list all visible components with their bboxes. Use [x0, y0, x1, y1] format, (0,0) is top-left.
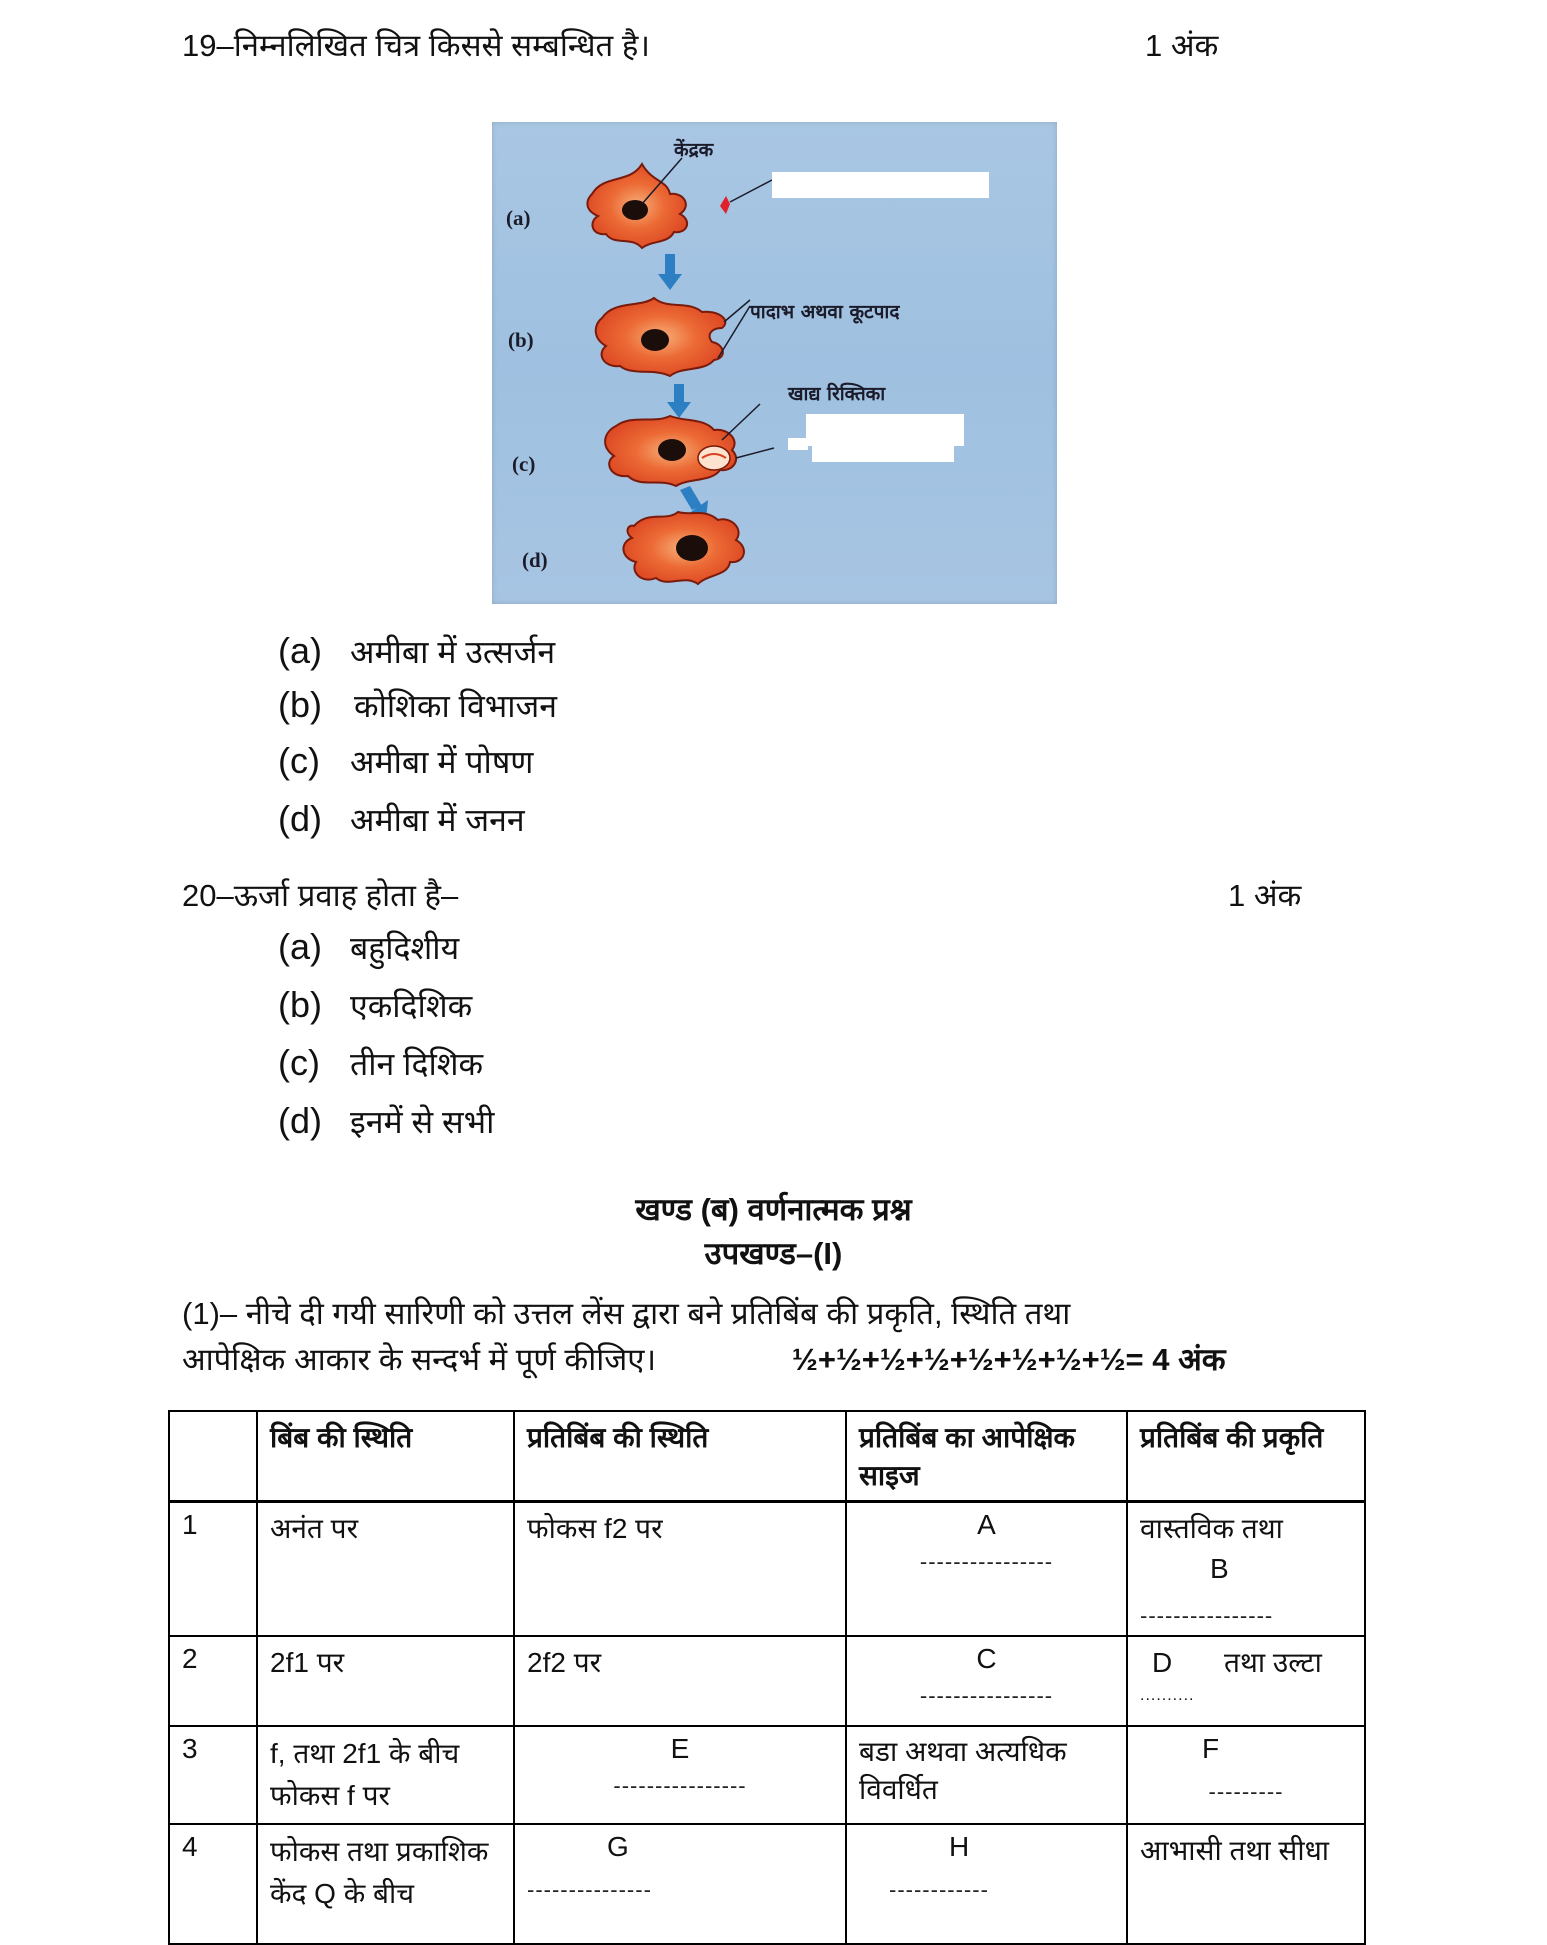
row-number: 2: [169, 1636, 257, 1726]
option-text: बहुदिशीय: [350, 930, 460, 966]
header-image-position: प्रतिबिंब की स्थिति: [514, 1411, 846, 1502]
option-text: अमीबा में जनन: [350, 802, 525, 838]
image-position-cell[interactable]: [514, 1824, 846, 1944]
question-19-text: 19–निम्नलिखित चित्र किससे सम्बन्धित है।: [182, 28, 651, 63]
blank-C: C: [976, 1643, 997, 1674]
table-row: [169, 1726, 1365, 1824]
question-b1-line2: आपेक्षिक आकार के सन्दर्भ में पूर्ण कीजिए।: [182, 1342, 657, 1377]
table-header-row: [169, 1411, 1365, 1502]
marks-value: ½+½+½+½+½+½+½+½= 4 अंक: [792, 1342, 1226, 1377]
blank-D: D: [1152, 1647, 1173, 1678]
fill-dots[interactable]: ..........: [1140, 1687, 1195, 1704]
option-label: (a): [278, 630, 322, 671]
image-size: बडा अथवा अत्यधिक विवर्धित: [846, 1726, 1127, 1824]
blank-A: A: [977, 1509, 996, 1540]
header-image-nature: प्रतिबिंब की प्रकृति: [1127, 1411, 1365, 1502]
object-position: अनंत पर: [257, 1502, 514, 1637]
section-subtitle: उपखण्ड–(I): [704, 1236, 843, 1271]
fill-line[interactable]: ----------------: [919, 1683, 1054, 1708]
nature-text: वास्तविक तथा: [1140, 1513, 1283, 1544]
fill-line[interactable]: ----------------: [613, 1773, 747, 1798]
fill-line[interactable]: ---------: [1208, 1779, 1284, 1804]
pseudopodia-label: पादाभ अथवा कूटपाद: [750, 301, 900, 323]
masked-label-box: [806, 414, 964, 446]
nucleus-label: केंद्रक: [674, 139, 714, 161]
masked-label-box: [772, 172, 989, 198]
header-serial: [169, 1411, 257, 1502]
blank-E: E: [670, 1733, 690, 1764]
option-label: (d): [278, 798, 322, 839]
table-row: [169, 1636, 1365, 1726]
option-text: कोशिका विभाजन: [354, 688, 558, 724]
image-size-cell[interactable]: [846, 1636, 1127, 1726]
image-position-cell[interactable]: [514, 1726, 846, 1824]
option-label: (d): [278, 1100, 322, 1141]
blank-F: F: [1202, 1733, 1220, 1764]
nature-text: तथा उल्टा: [1224, 1647, 1322, 1678]
blank-B: B: [1210, 1553, 1229, 1584]
image-size-cell[interactable]: [846, 1824, 1127, 1944]
option-label: (c): [278, 1042, 320, 1083]
fill-line[interactable]: ----------------: [919, 1549, 1054, 1574]
object-position: फोकस तथा प्रकाशिक केंद Q के बीच: [257, 1824, 514, 1944]
image-size-cell[interactable]: [846, 1502, 1127, 1637]
question-20-options: [278, 926, 494, 1158]
section-title: खण्ड (ब) वर्णनात्मक प्रश्न: [635, 1192, 912, 1227]
option-label: (b): [278, 684, 322, 725]
row-number: 4: [169, 1824, 257, 1944]
image-nature-cell[interactable]: [1127, 1726, 1365, 1824]
header-image-size: प्रतिबिंब का आपेक्षिक साइज: [846, 1411, 1127, 1502]
object-position: f, तथा 2f1 के बीच फोकस f पर: [257, 1726, 514, 1824]
option-b[interactable]: [278, 984, 494, 1042]
image-nature-cell[interactable]: [1127, 1636, 1365, 1726]
option-label: (a): [278, 926, 322, 967]
amoeba-nutrition-figure: [492, 122, 1057, 604]
stage-label-b: (b): [508, 328, 534, 352]
food-vacuole-label: खाद्य रिक्तिका: [788, 383, 886, 405]
fill-line[interactable]: ------------: [889, 1877, 989, 1902]
option-text: इनमें से सभी: [350, 1104, 495, 1140]
option-text: अमीबा में पोषण: [350, 744, 534, 780]
blank-G: G: [607, 1831, 629, 1862]
fill-line[interactable]: ----------------: [1140, 1603, 1274, 1628]
question-20-text: 20–ऊर्जा प्रवाह होता है–: [182, 878, 459, 913]
image-position: फोकस f2 पर: [514, 1502, 846, 1637]
object-position: 2f1 पर: [257, 1636, 514, 1726]
option-text: तीन दिशिक: [350, 1046, 484, 1082]
question-b1-marks: [792, 1338, 1226, 1380]
masked-label-box: [788, 438, 808, 450]
option-text: एकदिशिक: [350, 988, 473, 1024]
table-row: [169, 1502, 1365, 1637]
question-b1-line1: (1)– नीचे दी गयी सारिणी को उत्तल लेंस द्वारा बने प्रतिबिंब की प्रकृति, स्थिति तथा: [182, 1296, 1071, 1331]
stage-label-c: (c): [512, 452, 536, 476]
option-c[interactable]: [278, 1042, 494, 1100]
option-d[interactable]: [278, 1100, 494, 1158]
image-position: 2f2 पर: [514, 1636, 846, 1726]
masked-label-box: [812, 444, 954, 462]
table-row: [169, 1824, 1365, 1944]
option-label: (c): [278, 740, 320, 781]
stage-label-d: (d): [522, 548, 548, 572]
stage-label-a: (a): [506, 206, 531, 230]
row-number: 1: [169, 1502, 257, 1637]
image-nature: आभासी तथा सीधा: [1127, 1824, 1365, 1944]
option-a[interactable]: [278, 926, 494, 984]
option-a[interactable]: [278, 630, 557, 684]
image-nature-cell[interactable]: [1127, 1502, 1365, 1637]
question-19-marks: 1 अंक: [1145, 28, 1219, 63]
question-20-marks: 1 अंक: [1228, 878, 1302, 913]
convex-lens-table: [168, 1410, 1366, 1945]
header-object-position: बिंब की स्थिति: [257, 1411, 514, 1502]
option-d[interactable]: [278, 798, 557, 854]
row-number: 3: [169, 1726, 257, 1824]
question-19-options: [278, 630, 557, 854]
option-c[interactable]: [278, 740, 557, 798]
option-text: अमीबा में उत्सर्जन: [350, 634, 556, 670]
blank-H: H: [949, 1831, 970, 1862]
option-b[interactable]: [278, 684, 557, 740]
fill-line[interactable]: ---------------: [527, 1877, 652, 1902]
option-label: (b): [278, 984, 322, 1025]
